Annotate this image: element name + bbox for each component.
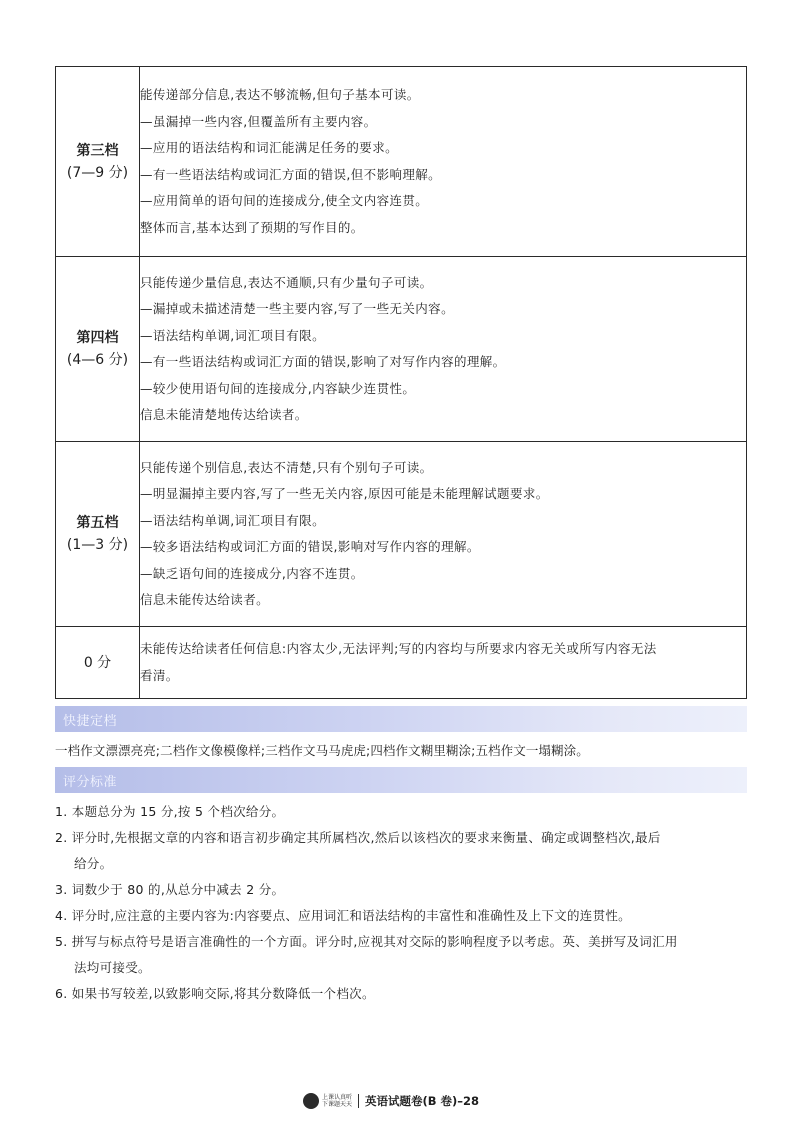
level-cell	[56, 627, 140, 699]
logo-line: 上课认真听	[322, 1094, 353, 1101]
description-line: —有一些语法结构或词汇方面的错误,影响了对写作内容的理解。	[140, 354, 506, 369]
description-line: 能传递部分信息,表达不够流畅,但句子基本可读。	[140, 87, 420, 102]
level-name: 第四档	[76, 330, 119, 346]
criteria-item: 1. 本题总分为 15 分,按 5 个档次给分。	[55, 804, 285, 819]
scoring-criteria-header	[55, 767, 747, 793]
description-line: 信息未能清楚地传达给读者。	[140, 407, 308, 422]
description-line: —应用的语法结构和词汇能满足任务的要求。	[140, 140, 399, 155]
footer-divider	[358, 1094, 359, 1108]
criteria-item: 2. 评分时,先根据文章的内容和语言初步确定其所属档次,然后以该档次的要求来衡量、确定或调整档次,最后	[55, 830, 661, 845]
page-number: –28	[457, 1094, 480, 1108]
description-line: —漏掉或未描述清楚一些主要内容,写了一些无关内容。	[140, 301, 454, 316]
level-score: (7—9 分)	[66, 164, 129, 181]
logo-text	[322, 1094, 352, 1108]
description-line: —缺乏语句间的连接成分,内容不连贯。	[140, 565, 364, 581]
level-description	[140, 627, 747, 699]
level-description	[140, 257, 747, 442]
grading-table	[55, 66, 747, 699]
criteria-item: 3. 词数少于 80 的,从总分中减去 2 分。	[55, 882, 285, 897]
table-row	[56, 442, 747, 627]
level-name: 第五档	[76, 515, 119, 531]
description-line: —语法结构单调,词汇项目有限。	[140, 512, 325, 528]
description-line: 信息未能传达给读者。	[140, 592, 270, 607]
criteria-item: 6. 如果书写较差,以致影响交际,将其分数降低一个档次。	[55, 986, 375, 1001]
description-line: —较多语法结构或词汇方面的错误,影响对写作内容的理解。	[140, 539, 480, 554]
criteria-item-continued: 法均可接受。	[74, 960, 151, 975]
section-title: 快捷定档	[63, 714, 118, 729]
table-row	[56, 67, 747, 257]
level-score: (4—6 分)	[66, 352, 129, 368]
criteria-item: 4. 评分时,应注意的主要内容为:内容要点、应用词汇和语法结构的丰富性和准确性及上下文的连贯性。	[55, 908, 631, 923]
description-line: —明显漏掉主要内容,写了一些无关内容,原因可能是未能理解试题要求。	[140, 486, 549, 501]
description-line: 未能传达给读者任何信息:内容太少,无法评判;写的内容均与所要求内容无关或所写内容无法	[140, 641, 657, 656]
level-cell	[56, 257, 140, 442]
criteria-item-continued: 给分。	[74, 856, 113, 871]
description-line: 整体而言,基本达到了预期的写作目的。	[140, 219, 364, 235]
description-line: —有一些语法结构或词汇方面的错误,但不影响理解。	[140, 166, 442, 182]
description-line: 看清。	[140, 667, 179, 683]
level-cell	[56, 67, 140, 257]
page-footer	[303, 1091, 479, 1111]
level-score: (1—3 分)	[66, 537, 129, 553]
description-line: 只能传递少量信息,表达不通顺,只有少量句子可读。	[140, 274, 433, 290]
quick-grading-text: 一档作文漂漂亮亮;二档作文像模像样;三档作文马马虎虎;四档作文糊里糊涂;五档作文一塌糊涂。	[55, 743, 589, 758]
table-row	[56, 257, 747, 442]
description-line: —语法结构单调,词汇项目有限。	[140, 327, 325, 343]
description-line: —虽漏掉一些内容,但覆盖所有主要内容。	[140, 113, 377, 129]
level-score: 0 分	[83, 654, 112, 671]
description-line: 只能传递个别信息,表达不清楚,只有个别句子可读。	[140, 459, 433, 475]
level-name: 第三档	[76, 142, 119, 159]
table-row	[56, 627, 747, 699]
description-line: —较少使用语句间的连接成分,内容缺少连贯性。	[140, 380, 416, 396]
quick-grading-header	[55, 706, 747, 732]
logo-line: 下课题天天	[322, 1101, 353, 1108]
exam-title: 英语试题卷(B 卷)	[365, 1094, 458, 1108]
mascot-logo-icon	[303, 1093, 319, 1109]
section-title: 评分标准	[63, 775, 118, 790]
level-cell	[56, 442, 140, 627]
criteria-item: 5. 拼写与标点符号是语言准确性的一个方面。评分时,应视其对交际的影响程度予以考虑。英、美拼写及词汇用	[55, 934, 678, 949]
level-description	[140, 67, 747, 257]
description-line: —应用简单的语句间的连接成分,使全文内容连贯。	[140, 193, 429, 208]
level-description	[140, 442, 747, 627]
